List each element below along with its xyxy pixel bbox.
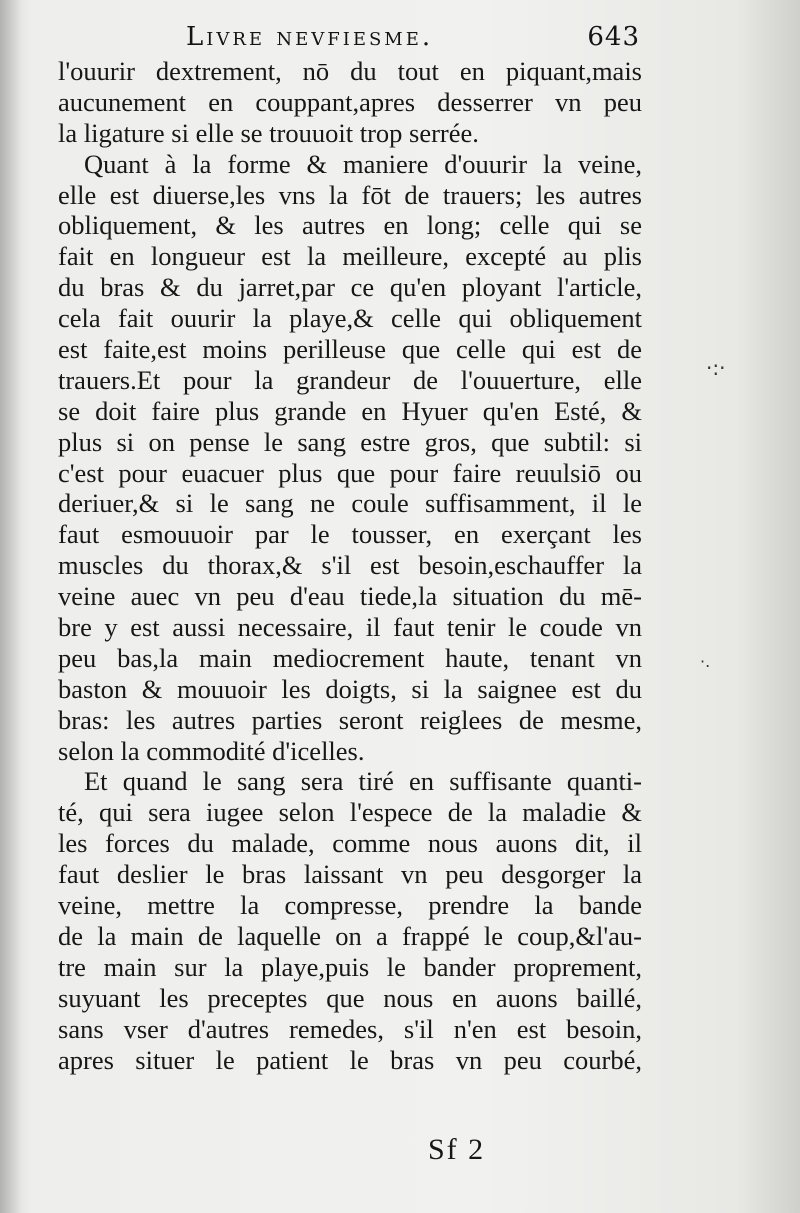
text-line: du bras & du jarret,par ce qu'en ployant l'article,: [58, 272, 642, 303]
text-line: Et quand le sang sera tiré en suffisante quanti-: [84, 766, 642, 797]
text-line: trauers.Et pour la grandeur de l'ouuerture, elle: [58, 364, 642, 395]
text-line: fait en longueur est la meilleure, excepté au plis: [58, 241, 642, 272]
text-line: de la main de laquelle on a frappé le coup,&l'au-: [58, 920, 642, 951]
ink-fleck: ·:·: [706, 356, 726, 380]
text-line: veine auec vn peu d'eau tiede,la situation du mē-: [58, 581, 642, 612]
text-line: apres situer le patient le bras vn peu courbé,: [58, 1044, 642, 1075]
text-line: l'ouurir dextrement, nō du tout en piquant,mais: [58, 56, 642, 86]
text-line: la ligature si elle se trouuoit trop serrée.: [58, 117, 479, 148]
signature-mark: Sf 2: [428, 1133, 486, 1166]
text-line: bre y est aussi necessaire, il faut tenir le coude vn: [58, 612, 642, 643]
text-line: plus si on pense le sang estre gros, que subtil: si: [58, 426, 642, 457]
text-line: est faite,est moins perilleuse que celle qui est de: [58, 334, 642, 365]
page-number: 643: [587, 22, 640, 52]
body-text: [58, 56, 642, 1075]
gutter-shadow: [0, 0, 22, 1213]
text-line: obliquement, & les autres en long; celle qui se: [58, 210, 642, 241]
text-line: sans vser d'autres remedes, s'il n'en est besoin,: [58, 1013, 642, 1044]
text-line: deriuer,& si le sang ne coule suffisamment, il le: [58, 488, 642, 519]
text-line: bras: les autres parties seront reiglees de mesme,: [58, 704, 642, 735]
text-line: tre main sur la playe,puis le bander proprement,: [58, 951, 642, 982]
text-line: aucunement en couppant,apres desserrer vn peu: [58, 86, 642, 117]
running-head: Livre nevfiesme.: [186, 22, 434, 52]
text-line: les forces du malade, comme nous auons dit, il: [58, 828, 642, 859]
text-line: Quant à la forme & maniere d'ouurir la veine,: [84, 148, 642, 179]
text-line: faut deslier le bras laissant vn peu desgorger la: [58, 859, 642, 890]
text-line: selon la commodité d'icelles.: [58, 735, 365, 766]
text-line: se doit faire plus grande en Hyuer qu'en Esté, &: [58, 395, 642, 426]
text-line: peu bas,la main mediocrement haute, tenant vn: [58, 642, 642, 673]
text-line: cela fait ouurir la playe,& celle qui obliquement: [58, 303, 642, 334]
page-header: [60, 16, 640, 56]
text-line: elle est diuerse,les vns la fōt de trauers; les autres: [58, 179, 642, 210]
text-line: baston & mouuoir les doigts, si la saignee est du: [58, 673, 642, 704]
ink-fleck: ·.: [700, 652, 711, 671]
text-line: té, qui sera iugee selon l'espece de la maladie &: [58, 797, 642, 828]
text-line: faut esmouuoir par le tousser, en exerçant les: [58, 519, 642, 550]
text-line: muscles du thorax,& s'il est besoin,eschauffer la: [58, 550, 642, 581]
text-line: suyuant les preceptes que nous en auons baillé,: [58, 982, 642, 1013]
text-line: c'est pour euacuer plus que pour faire reuulsiō ou: [58, 457, 642, 488]
text-line: veine, mettre la compresse, prendre la bande: [58, 890, 642, 921]
